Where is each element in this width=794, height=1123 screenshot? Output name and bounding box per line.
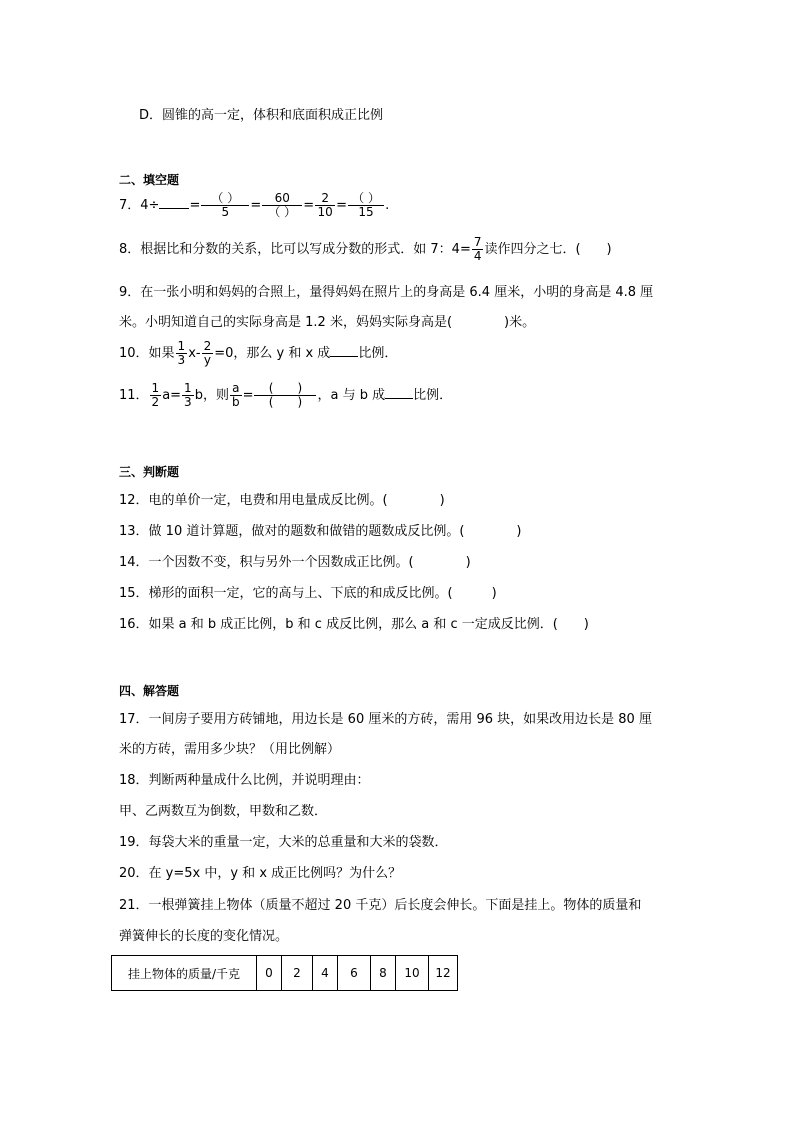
question-9-line-2: 米。小明知道自己的实际身高是 1.2 米，妈妈实际身高是( )米。	[119, 315, 536, 330]
q11-mid-1: a=	[162, 388, 182, 403]
table-cell: 6	[338, 956, 371, 991]
question-11	[119, 382, 452, 409]
question-18: 18．判断两种量成什么比例，并说明理由：	[119, 773, 370, 788]
q10-fraction-2: $\frac{2}{y}$	[203, 339, 212, 367]
q11-fraction-3: $\frac{a}{b}$	[231, 381, 240, 409]
question-10	[119, 340, 397, 367]
table-cell: 0	[257, 956, 282, 991]
q11-fraction-2: $\frac{1}{3}$	[184, 381, 192, 409]
table-row	[112, 956, 458, 991]
q7-eq2: =	[250, 198, 262, 213]
q10-text-a: 10．如果	[119, 346, 175, 361]
q7-fraction-4: $\frac{( )}{15}$	[348, 192, 384, 219]
table-header-cell: 挂上物体的质量/千克	[112, 956, 257, 991]
q11-text-a: 11．	[119, 388, 149, 403]
question-9-line-1: 9．在一张小明和妈妈的合照上，量得妈妈在照片上的身高是 6.4 厘米，小明的身高是 4.8 厘	[119, 285, 654, 300]
q10-x: x-	[188, 346, 201, 361]
question-12: 12．电的单价一定，电费和用电量成反比例。( )	[119, 493, 445, 508]
question-17-line-2: 米的方砖，需用多少块？（用比例解）	[119, 742, 341, 757]
q11-mid-2: b，则	[194, 388, 229, 403]
option-d: D．圆锥的高一定，体积和底面积成正比例	[139, 108, 384, 123]
question-21-line-1: 21．一根弹簧挂上物体（质量不超过 20 千克）后长度会伸长。下面是挂上。物体的质量和	[119, 898, 642, 913]
question-14: 14．一个因数不变，积与另外一个因数成正比例。( )	[119, 555, 471, 570]
q7-eq4: =	[336, 198, 348, 213]
section-answer-title: 四、解答题	[119, 684, 180, 698]
q11-text-c: 比例．	[413, 388, 453, 403]
question-18-detail: 甲、乙两数互为倒数，甲数和乙数．	[119, 804, 328, 819]
q11-text-b: ，a 与 b 成	[317, 388, 386, 403]
q7-prefix: 7．4÷	[119, 198, 160, 213]
q11-blank	[385, 398, 413, 399]
question-16: 16．如果 a 和 b 成正比例，b 和 c 成反比例，那么 a 和 c 一定成反比例．( )	[119, 617, 589, 632]
question-15: 15．梯形的面积一定，它的高与上、下底的和成反比例。( )	[119, 586, 497, 601]
table-cell: 4	[313, 956, 338, 991]
table-cell: 12	[429, 956, 458, 991]
q7-eq1: =	[189, 198, 201, 213]
q8-fraction: $\frac{7}{4}$	[473, 235, 482, 263]
question-13: 13．做 10 道计算题，做对的题数和做错的题数成反比例。( )	[119, 524, 522, 539]
table-cell: 2	[282, 956, 313, 991]
q10-text-b: =0，那么 y 和 x 成	[214, 346, 331, 361]
question-21-line-2: 弹簧伸长的长度的变化情况。	[119, 929, 289, 944]
q11-fraction-1: $\frac{1}{2}$	[151, 381, 160, 409]
section-fill-title: 二、填空题	[119, 173, 180, 187]
q8-text-a: 8．根据比和分数的关系，比可以写成分数的形式．如 7：4=	[119, 242, 471, 257]
q10-fraction-1: $\frac{1}{3}$	[177, 339, 186, 367]
q7-blank	[159, 208, 189, 209]
q7-fraction-2: $\frac{60}{( )}$	[262, 192, 302, 219]
question-19: 19．每袋大米的重量一定，大米的总重量和大米的袋数．	[119, 835, 448, 850]
q11-eq: =	[242, 388, 254, 403]
q7-fraction-1: $\frac{( )}{5}$	[201, 192, 249, 219]
q7-eq3: =	[303, 198, 315, 213]
question-7	[119, 192, 389, 219]
question-17-line-1: 17．一间房子要用方砖铺地，用边长是 60 厘米的方砖，需用 96 块，如果改用边长是 80 厘	[119, 712, 652, 727]
question-8	[119, 236, 612, 263]
q10-blank	[330, 356, 358, 357]
question-20: 20．在 y=5x 中，y 和 x 成正比例吗？为什么？	[119, 866, 402, 881]
q7-end: .	[385, 198, 390, 213]
mass-table	[111, 955, 458, 991]
section-judge-title: 三、判断题	[119, 465, 180, 479]
q8-text-b: 读作四分之七．( )	[484, 242, 612, 257]
q10-text-c: 比例．	[358, 346, 398, 361]
q7-fraction-3: $\frac{2}{10}$	[315, 192, 335, 219]
q11-fraction-4: $\frac{( )}{( )}$	[254, 382, 316, 409]
table-cell: 8	[371, 956, 396, 991]
table-cell: 10	[396, 956, 429, 991]
